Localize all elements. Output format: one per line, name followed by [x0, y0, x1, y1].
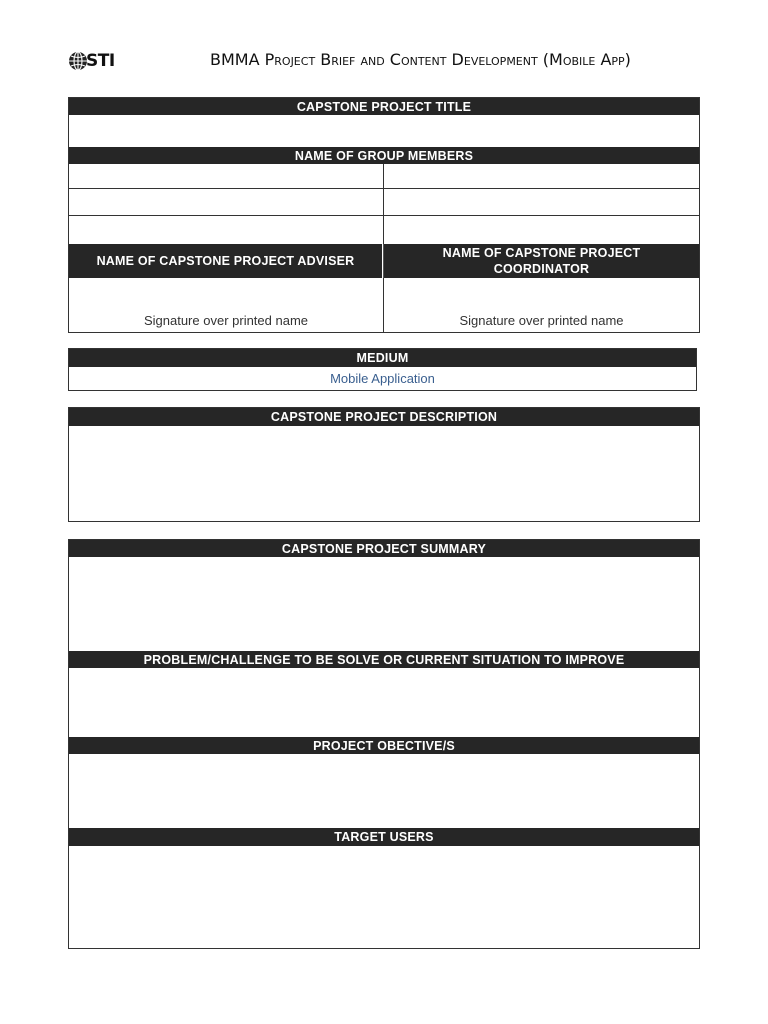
target-users-header: TARGET USERS [69, 828, 699, 846]
project-info-table [68, 97, 700, 333]
member-field-4[interactable] [384, 189, 699, 215]
description-header: CAPSTONE PROJECT DESCRIPTION [69, 408, 699, 426]
globe-icon [68, 51, 88, 71]
member-field-6[interactable] [384, 216, 699, 244]
medium-header: MEDIUM [69, 349, 696, 367]
description-table [68, 407, 700, 522]
summary-header: CAPSTONE PROJECT SUMMARY [69, 540, 699, 557]
member-field-1[interactable] [69, 164, 383, 188]
medium-table [68, 348, 697, 391]
group-members-header: NAME OF GROUP MEMBERS [69, 147, 699, 164]
member-field-3[interactable] [69, 189, 383, 215]
sti-logo [68, 48, 116, 74]
coordinator-header: NAME OF CAPSTONE PROJECT COORDINATOR [384, 244, 699, 278]
summary-field[interactable] [69, 557, 699, 651]
problem-field[interactable] [69, 668, 699, 737]
document-title: BMMA Project Brief and Content Development (Mobile App) [210, 50, 631, 69]
summary-table [68, 539, 700, 949]
capstone-title-header: CAPSTONE PROJECT TITLE [69, 98, 699, 115]
objectives-field[interactable] [69, 754, 699, 828]
objectives-header: PROJECT OBECTIVE/S [69, 737, 699, 754]
adviser-signature-label: Signature over printed name [143, 313, 309, 328]
capstone-title-field[interactable] [69, 115, 699, 147]
description-field[interactable] [69, 426, 699, 521]
member-field-2[interactable] [384, 164, 699, 188]
target-users-field[interactable] [69, 846, 699, 948]
problem-header: PROBLEM/CHALLENGE TO BE SOLVE OR CURRENT SITUATION TO IMPROVE [69, 651, 699, 668]
adviser-header: NAME OF CAPSTONE PROJECT ADVISER [69, 244, 382, 278]
logo-text: STI [86, 51, 115, 71]
member-field-5[interactable] [69, 216, 383, 244]
coordinator-signature-label: Signature over printed name [459, 313, 624, 328]
medium-value: Mobile Application [330, 371, 435, 386]
